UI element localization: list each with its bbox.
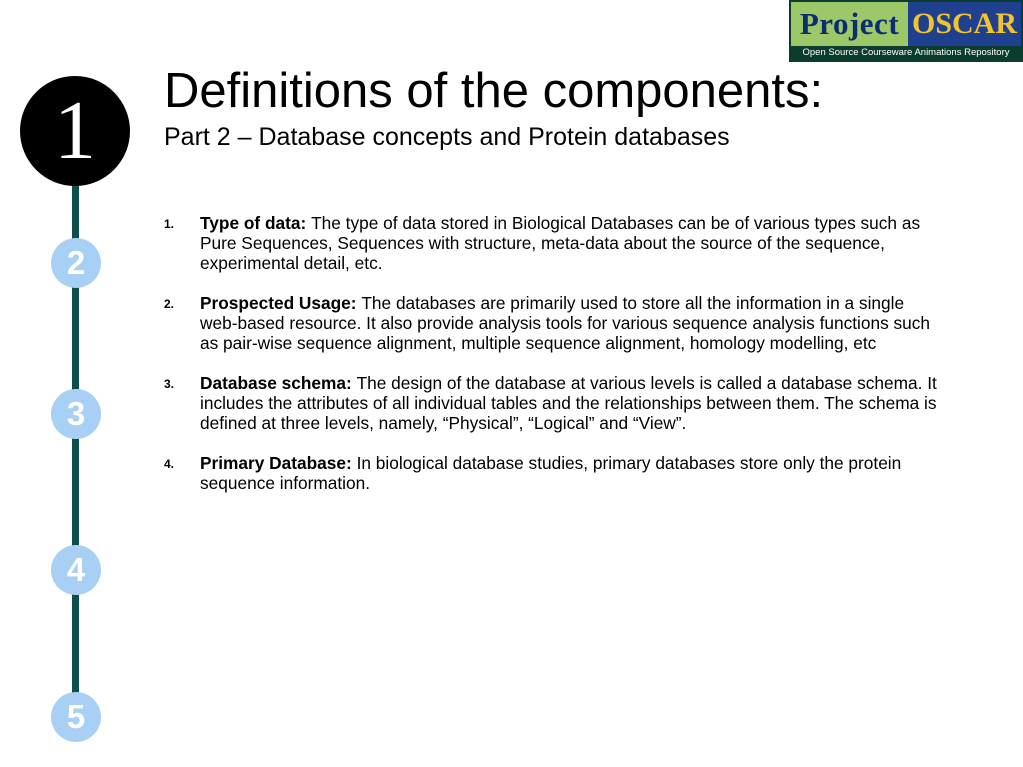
item-number: 2.	[164, 297, 175, 311]
project-oscar-logo	[789, 0, 1023, 62]
item-number: 4.	[164, 457, 175, 471]
step-5-marker[interactable]: 5	[51, 692, 101, 742]
step-4-marker[interactable]: 4	[51, 545, 101, 595]
definition-item	[164, 293, 944, 353]
step-2-marker[interactable]: 2	[51, 238, 101, 288]
item-number: 3.	[164, 377, 175, 391]
logo-wordmark	[791, 2, 1021, 46]
item-term: Type of data:	[200, 213, 312, 233]
item-number: 1.	[164, 217, 175, 231]
slide-subtitle: Part 2 – Database concepts and Protein databases	[164, 123, 730, 151]
logo-word-project: Project	[791, 2, 908, 46]
slide-title: Definitions of the components:	[164, 64, 824, 118]
definitions-list	[164, 213, 944, 513]
item-text: The databases are primarily used to store all the information in a single web-based resource. It also provide analysis tools for various sequence analysis functions such as pair-wise sequence alignment, multiple sequence alignment, homology modelling, etc	[200, 293, 931, 353]
item-term: Primary Database:	[200, 453, 357, 473]
item-term: Database schema:	[200, 373, 357, 393]
step-3-marker[interactable]: 3	[51, 389, 101, 439]
definition-item	[164, 213, 944, 273]
logo-tagline: Open Source Courseware Animations Repository	[791, 46, 1021, 60]
logo-word-oscar: OSCAR	[908, 2, 1021, 46]
definition-item	[164, 373, 944, 433]
item-text: The type of data stored in Biological Databases can be of various types such as Pure Sequences, Sequences with structure, meta-data about the source of the sequence, experimental detail, etc.	[200, 213, 921, 273]
item-text: The design of the database at various levels is called a database schema. It includes the attributes of all individual tables and the relationships between them. The schema is defined at three levels, namely, “Physical”, “Logical” and “View”.	[200, 373, 937, 433]
step-1-marker-active[interactable]: 1	[20, 76, 130, 186]
item-text: In biological database studies, primary databases store only the protein sequence information.	[200, 453, 902, 493]
definition-item	[164, 453, 944, 493]
item-term: Prospected Usage:	[200, 293, 362, 313]
